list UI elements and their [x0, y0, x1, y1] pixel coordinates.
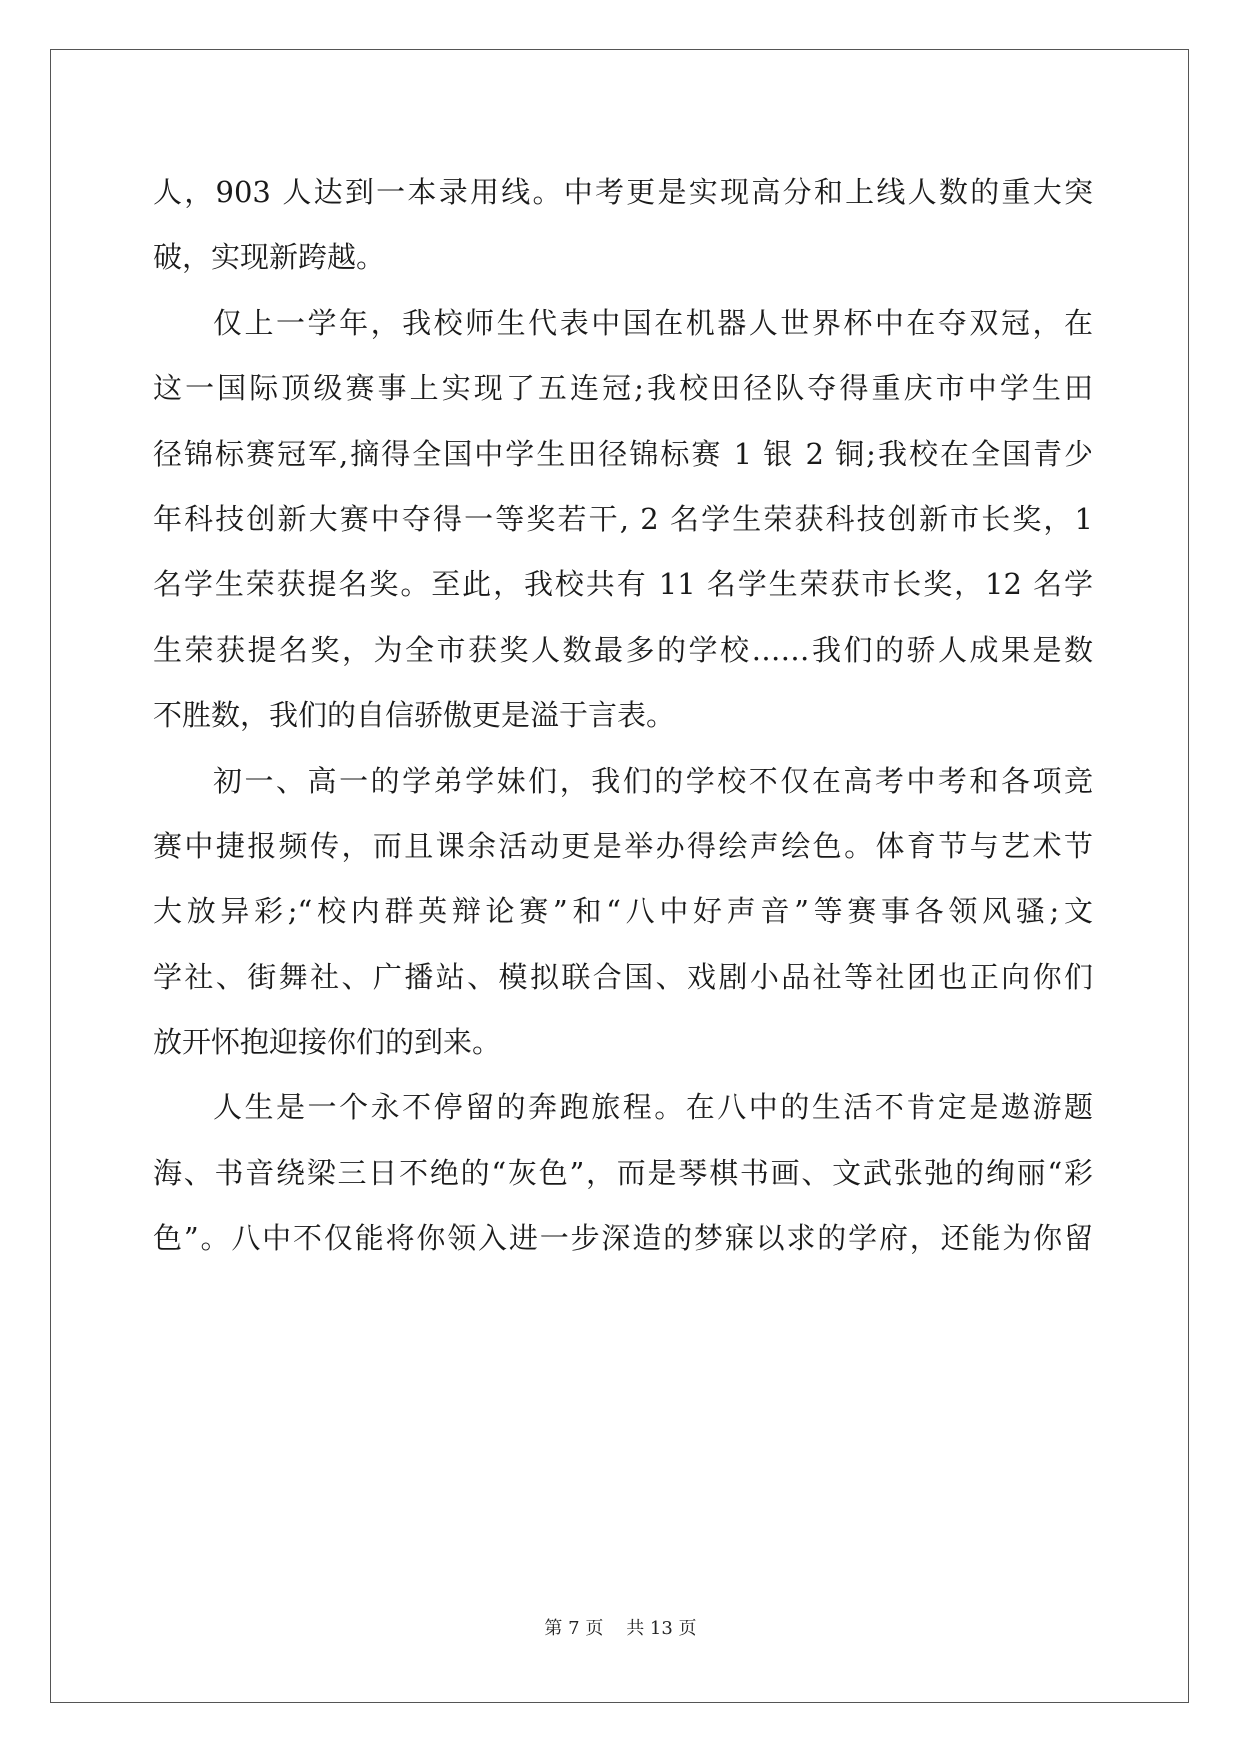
text-line: 径锦标赛冠军,摘得全国中学生田径锦标赛 1 银 2 铜;我校在全国青少: [153, 436, 1093, 471]
text-line: 这一国际顶级赛事上实现了五连冠;我校田径队夺得重庆市中学生田: [153, 371, 1093, 406]
text-line: 破，实现新跨越。: [153, 240, 386, 275]
document-body: [153, 160, 1093, 1272]
text-line: 放开怀抱迎接你们的到来。: [153, 1025, 502, 1060]
text-line: 名学生荣获提名奖。至此，我校共有 11 名学生荣获市长奖，12 名学: [153, 567, 1093, 602]
page-footer: [0, 1614, 1241, 1640]
text-line: 不胜数，我们的自信骄傲更是溢于言表。: [153, 698, 676, 733]
text-line: 生荣获提名奖，为全市获奖人数最多的学校……我们的骄人成果是数: [153, 632, 1093, 667]
paragraph-first-line: 仅上一学年，我校师生代表中国在机器人世界杯中在夺双冠，在: [213, 305, 1093, 340]
page-number: 第 7 页 共 13 页: [544, 1618, 697, 1639]
text-line: 人，903 人达到一本录用线。中考更是实现高分和上线人数的重大突: [153, 175, 1093, 209]
text-line: 海、书音绕梁三日不绝的“灰色”，而是琴棋书画、文武张弛的绚丽“彩: [153, 1155, 1093, 1190]
text-line: 年科技创新大赛中夺得一等奖若干, 2 名学生荣获科技创新市长奖，1: [153, 501, 1093, 536]
paragraph-first-line: 人生是一个永不停留的奔跑旅程。在八中的生活不肯定是遨游题: [213, 1090, 1093, 1125]
text-line: 色”。八中不仅能将你领入进一步深造的梦寐以求的学府，还能为你留: [153, 1221, 1093, 1256]
text-line: 大放异彩;“校内群英辩论赛”和“八中好声音”等赛事各领风骚;文: [153, 894, 1093, 929]
paragraph-first-line: 初一、高一的学弟学妹们，我们的学校不仅在高考中考和各项竞: [213, 763, 1093, 798]
text-line: 赛中捷报频传，而且课余活动更是举办得绘声绘色。体育节与艺术节: [153, 828, 1093, 863]
text-line: 学社、街舞社、广播站、模拟联合国、戏剧小品社等社团也正向你们: [153, 959, 1093, 994]
